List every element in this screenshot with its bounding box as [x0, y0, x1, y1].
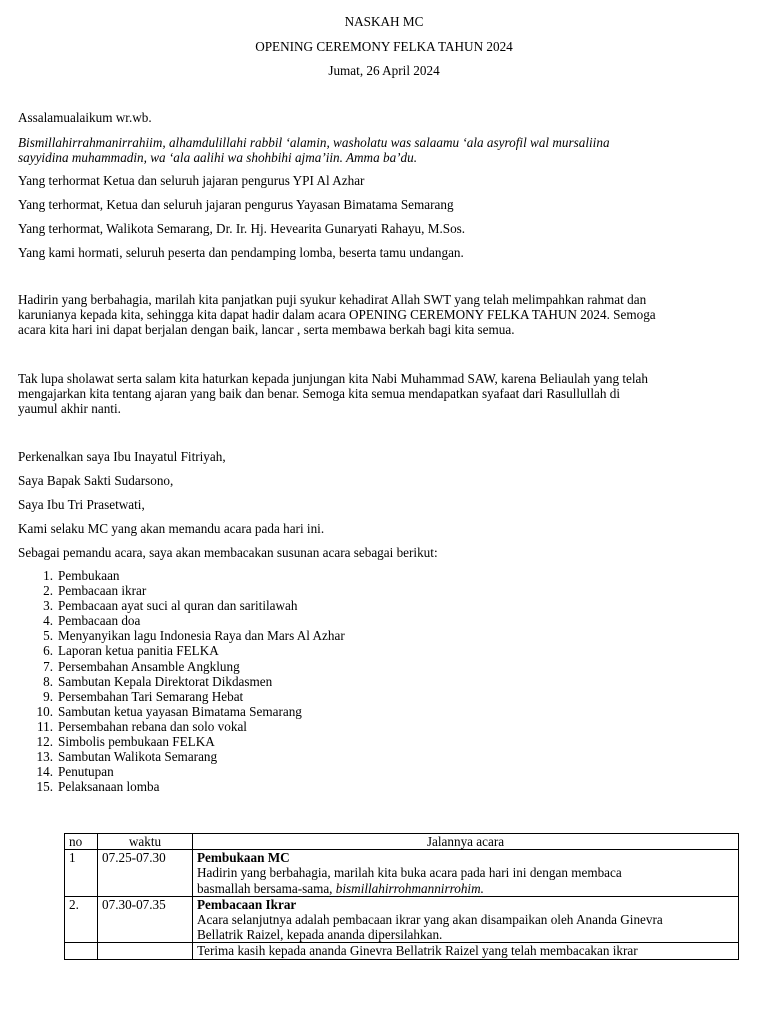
- mc-introduction: Kami selaku MC yang akan memandu acara pada hari ini.: [18, 521, 325, 536]
- agenda-item: [18, 674, 345, 689]
- agenda-number: 2.: [43, 583, 53, 599]
- cell-acara-text: Hadirin yang berbahagia, marilah kita buka acara pada hari ini dengan membaca: [197, 865, 622, 881]
- paragraph-line: Hadirin yang berbahagia, marilah kita panjatkan puji syukur kehadirat Allah SWT yang telah melimpahkan rahmat dan: [18, 292, 647, 307]
- agenda-item: [18, 689, 345, 704]
- paragraph-line: acara kita hari ini dapat berjalan dengan baik, lancar , serta membawa berkah bagi kita semua.: [18, 322, 515, 338]
- opening-prayer-line: sayyidina muhammadin, wa ‘ala aalihi wa shohbihi ajma’iin. Amma ba’du.: [18, 150, 418, 166]
- agenda-label: Pembacaan doa: [58, 613, 141, 629]
- agenda-item: [18, 628, 345, 643]
- table-row: [65, 943, 739, 959]
- honorific-line: Yang kami hormati, seluruh peserta dan pendamping lomba, beserta tamu undangan.: [18, 245, 464, 260]
- paragraph-line: mengajarkan kita tentang ajaran yang baik dan benar. Semoga kita semua mendapatkan syafaat dari Rasullullah di: [18, 386, 621, 402]
- mc-introduction: Saya Ibu Tri Prasetwati,: [18, 497, 145, 512]
- cell-no: 1: [65, 850, 98, 897]
- agenda-item: [18, 659, 345, 674]
- agenda-item: [18, 568, 345, 583]
- table-header-row: [65, 834, 739, 850]
- agenda-number: 14.: [36, 764, 53, 780]
- cell-acara: [193, 943, 739, 959]
- cell-acara-title: Pembacaan Ikrar: [197, 896, 297, 912]
- table-row: [65, 896, 739, 943]
- cell-acara-text: Terima kasih kepada ananda Ginevra Bellatrik Raizel yang telah membacakan ikrar: [197, 943, 638, 959]
- opening-prayer: [18, 135, 753, 165]
- opening-prayer-line: Bismillahirrahmanirrahiim, alhamdulillahi rabbil ‘alamin, washolatu was salaamu ‘ala asyrofil wal mursaliina: [18, 135, 610, 150]
- agenda-list: [18, 568, 345, 794]
- cell-acara-text: Bellatrik Raizel, kepada ananda dipersilahkan.: [197, 927, 443, 943]
- agenda-number: 15.: [36, 779, 53, 795]
- greeting: Assalamualaikum wr.wb.: [18, 110, 152, 125]
- mc-introduction: Perkenalkan saya Ibu Inayatul Fitriyah,: [18, 449, 226, 464]
- event-date: Jumat, 26 April 2024: [328, 63, 440, 78]
- cell-acara: [193, 896, 739, 943]
- cell-no: [65, 943, 98, 959]
- agenda-item: [18, 749, 345, 764]
- paragraph-line: yaumul akhir nanti.: [18, 401, 121, 417]
- honorific-line: Yang terhormat, Ketua dan seluruh jajaran pengurus Yayasan Bimatama Semarang: [18, 197, 454, 212]
- agenda-item: [18, 613, 345, 628]
- agenda-label: Laporan ketua panitia FELKA: [58, 643, 219, 659]
- agenda-label: Sambutan Kepala Direktorat Dikdasmen: [58, 673, 273, 689]
- agenda-label: Pembukaan: [58, 568, 120, 583]
- agenda-item: [18, 583, 345, 598]
- agenda-label: Persembahan rebana dan solo vokal: [58, 718, 247, 734]
- cell-waktu: 07.30-07.35: [98, 896, 193, 943]
- agenda-number: 8.: [43, 673, 53, 689]
- table-row: [65, 850, 739, 897]
- agenda-number: 10.: [36, 703, 53, 719]
- agenda-label: Persembahan Tari Semarang Hebat: [58, 688, 244, 704]
- mc-introduction: Saya Bapak Sakti Sudarsono,: [18, 473, 174, 488]
- cell-waktu: [98, 943, 193, 959]
- cell-waktu: 07.25-07.30: [98, 850, 193, 897]
- agenda-number: 11.: [37, 718, 53, 734]
- document-title: NASKAH MC: [344, 14, 424, 29]
- agenda-number: 12.: [36, 734, 53, 750]
- agenda-item: [18, 779, 345, 794]
- agenda-number: 4.: [43, 613, 53, 629]
- agenda-label: Pembacaan ikrar: [58, 583, 147, 599]
- cell-acara-text-line: [197, 881, 734, 896]
- agenda-label: Simbolis pembukaan FELKA: [58, 734, 215, 750]
- cell-acara: [193, 850, 739, 897]
- agenda-label: Persembahan Ansamble Angklung: [58, 658, 240, 674]
- agenda-label: Sambutan ketua yayasan Bimatama Semarang: [58, 703, 302, 719]
- agenda-item: [18, 704, 345, 719]
- agenda-label: Sambutan Walikota Semarang: [58, 749, 218, 765]
- agenda-item: [18, 734, 345, 749]
- honorific-line: Yang terhormat Ketua dan seluruh jajaran pengurus YPI Al Azhar: [18, 173, 365, 188]
- agenda-number: 13.: [36, 749, 53, 765]
- agenda-number: 9.: [43, 688, 53, 704]
- cell-no: 2.: [65, 896, 98, 943]
- agenda-number: 5.: [43, 628, 53, 644]
- agenda-label: Pembacaan ayat suci al quran dan saritilawah: [58, 598, 298, 614]
- gratitude-paragraph: [18, 292, 753, 338]
- column-header-acara: Jalannya acara: [193, 834, 739, 850]
- agenda-number: 3.: [43, 598, 53, 614]
- cell-acara-text: basmallah bersama-sama,: [197, 880, 336, 896]
- column-header-no: no: [65, 834, 98, 850]
- cell-acara-title: Pembukaan MC: [197, 850, 290, 866]
- agenda-label: Penutupan: [58, 764, 114, 780]
- paragraph-line: Tak lupa sholawat serta salam kita haturkan kepada junjungan kita Nabi Muhammad SAW, karena Beliaulah yang telah: [18, 371, 648, 386]
- honorific-line: Yang terhormat, Walikota Semarang, Dr. Ir. Hj. Hevearita Gunaryati Rahayu, M.Sos.: [18, 221, 466, 236]
- agenda-label: Pelaksanaan lomba: [58, 779, 160, 795]
- agenda-item: [18, 764, 345, 779]
- agenda-number: 6.: [43, 643, 53, 659]
- rundown-table: [64, 833, 739, 960]
- paragraph-line: karunianya kepada kita, sehingga kita dapat hadir dalam acara OPENING CEREMONY FELKA TAHUN 2024. Semoga: [18, 307, 656, 323]
- agenda-label: Menyanyikan lagu Indonesia Raya dan Mars Al Azhar: [58, 628, 345, 644]
- event-title: OPENING CEREMONY FELKA TAHUN 2024: [255, 39, 513, 54]
- agenda-intro: Sebagai pemandu acara, saya akan membacakan susunan acara sebagai berikut:: [18, 545, 438, 560]
- column-header-waktu: waktu: [98, 834, 193, 850]
- agenda-number: 7.: [43, 658, 53, 674]
- agenda-number: 1.: [43, 568, 53, 583]
- agenda-item: [18, 719, 345, 734]
- agenda-item: [18, 643, 345, 658]
- cell-acara-text-italic: bismillahirrohmannirrohim.: [335, 880, 484, 896]
- agenda-item: [18, 598, 345, 613]
- cell-acara-text: Acara selanjutnya adalah pembacaan ikrar yang akan disampaikan oleh Ananda Ginevra: [197, 912, 663, 928]
- sholawat-paragraph: [18, 371, 753, 417]
